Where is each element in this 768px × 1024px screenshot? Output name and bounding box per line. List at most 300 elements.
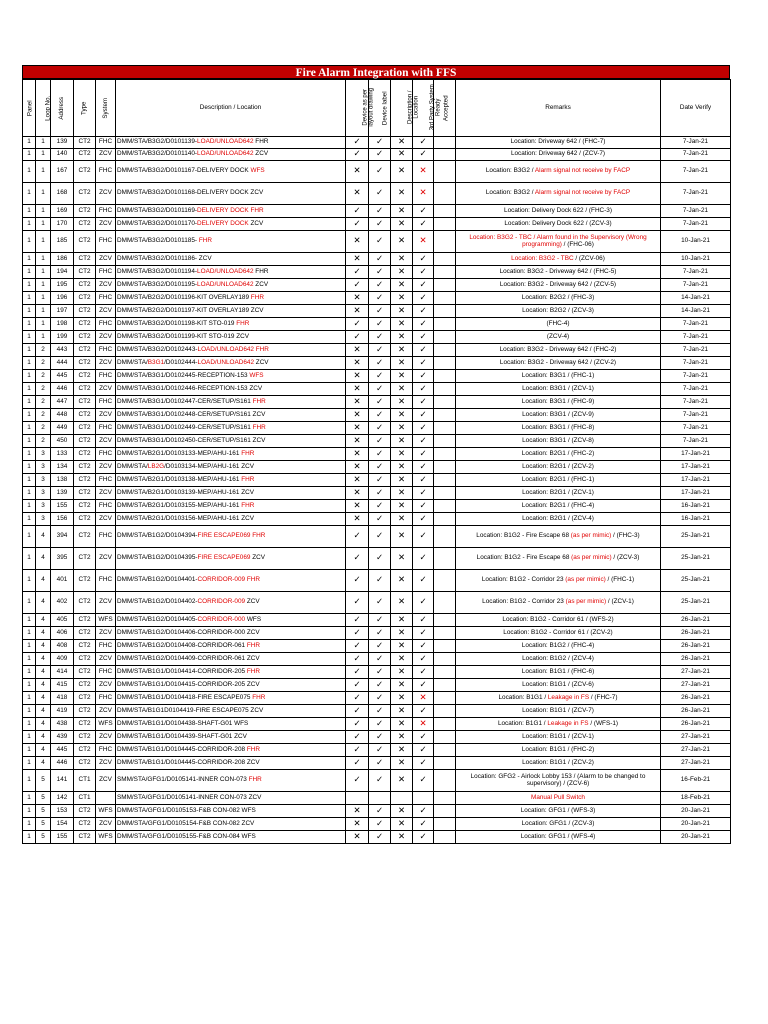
check-icon: ✓ (353, 718, 361, 729)
check-icon: ✓ (419, 422, 427, 433)
text-segment: Location: B1G1 / (FHC-2) (521, 745, 595, 753)
accepted-cell (434, 435, 456, 448)
third-party-mark (413, 383, 434, 396)
third-party-mark (413, 731, 434, 744)
description-cell (116, 770, 346, 792)
cross-icon: ✕ (397, 166, 406, 177)
check-icon: ✓ (353, 627, 361, 638)
third-party-mark (413, 666, 434, 679)
address-cell: 139 (51, 137, 74, 149)
red-cross-icon: ✕ (419, 188, 427, 199)
check-icon: ✓ (419, 640, 427, 651)
header-address: Address (51, 80, 74, 137)
device-label-mark (369, 548, 391, 570)
check-icon: ✓ (419, 292, 427, 303)
text-segment: LB2G (147, 462, 165, 470)
remarks-cell (456, 487, 661, 500)
system-cell: FHC (96, 205, 116, 218)
type-cell: CT2 (74, 331, 96, 344)
desc-location-mark (391, 396, 413, 409)
text-segment: DMM/STA/B2G2/D0101197-KIT OVERLAY189 ZCV (117, 306, 264, 314)
third-party-mark (413, 705, 434, 718)
check-icon: ✓ (353, 679, 361, 690)
check-icon: ✓ (419, 344, 427, 355)
description-cell (116, 318, 346, 331)
type-cell: CT2 (74, 500, 96, 513)
accepted-cell (434, 357, 456, 370)
date-cell: 7-Jan-21 (661, 435, 731, 448)
type-cell: CT2 (74, 396, 96, 409)
device-label-mark (369, 396, 391, 409)
check-icon: ✓ (375, 218, 384, 229)
desc-location-mark (391, 161, 413, 183)
text-segment: Alarm signal not receive by FACP (534, 167, 631, 175)
accepted-cell (434, 679, 456, 692)
desc-location-mark (391, 666, 413, 679)
cross-icon: ✕ (397, 692, 406, 703)
accepted-cell (434, 396, 456, 409)
device-layout-mark (346, 370, 369, 383)
loop-cell: 3 (36, 500, 51, 513)
check-icon: ✓ (353, 640, 361, 651)
check-icon: ✓ (419, 461, 427, 472)
third-party-mark (413, 149, 434, 161)
text-segment: FHR (250, 293, 264, 301)
header-device-layout: Device as per layout drawing (346, 80, 369, 137)
desc-location-mark (391, 370, 413, 383)
text-segment: ZCV (250, 554, 266, 562)
text-segment: DMM/STA/B1G1D0104419-FIRE ESCAPE075 ZCV (117, 706, 264, 714)
cross-icon: ✕ (353, 188, 361, 199)
cross-icon: ✕ (397, 575, 406, 586)
cross-icon: ✕ (397, 718, 406, 729)
loop-cell: 3 (36, 461, 51, 474)
check-icon: ✓ (419, 805, 427, 816)
description-cell (116, 422, 346, 435)
system-cell: ZCV (96, 253, 116, 266)
accepted-cell (434, 500, 456, 513)
panel-cell: 1 (23, 592, 36, 614)
address-cell: 142 (51, 792, 74, 805)
desc-location-mark (391, 137, 413, 149)
text-segment: LOAD/UNLOAD642 FHR (197, 345, 269, 353)
third-party-mark (413, 548, 434, 570)
cross-icon: ✕ (353, 487, 361, 498)
table-row (23, 705, 731, 718)
description-cell (116, 487, 346, 500)
check-icon: ✓ (375, 166, 384, 177)
address-cell: 401 (51, 570, 74, 592)
system-cell: ZCV (96, 731, 116, 744)
address-cell: 168 (51, 183, 74, 205)
panel-cell: 1 (23, 331, 36, 344)
third-party-mark (413, 253, 434, 266)
check-icon: ✓ (419, 370, 427, 381)
red-cross-icon: ✕ (419, 166, 427, 177)
desc-location-mark (391, 548, 413, 570)
accepted-cell (434, 718, 456, 731)
device-layout-mark (346, 231, 369, 253)
check-icon: ✓ (375, 487, 384, 498)
check-icon: ✓ (353, 614, 361, 625)
panel-cell: 1 (23, 526, 36, 548)
address-cell: 153 (51, 805, 74, 818)
address-cell: 446 (51, 757, 74, 770)
loop-cell: 5 (36, 805, 51, 818)
text-segment: DMM/STA/B3G2/D0101139- (117, 138, 198, 146)
check-icon: ✓ (375, 461, 384, 472)
device-label-mark (369, 231, 391, 253)
table-row (23, 161, 731, 183)
device-layout-mark (346, 205, 369, 218)
check-icon: ✓ (375, 149, 384, 160)
description-cell (116, 705, 346, 718)
panel-cell: 1 (23, 266, 36, 279)
panel-cell: 1 (23, 292, 36, 305)
date-cell: 25-Jan-21 (661, 592, 731, 614)
system-cell: WFS (96, 718, 116, 731)
check-icon: ✓ (419, 435, 427, 446)
system-cell: ZCV (96, 357, 116, 370)
description-cell (116, 640, 346, 653)
header-desc-location: Description / Location (391, 80, 413, 137)
panel-cell: 1 (23, 448, 36, 461)
device-label-mark (369, 305, 391, 318)
text-segment: Location: GFG1 / (ZCV-3) (521, 819, 595, 827)
address-cell: 155 (51, 831, 74, 844)
desc-location-mark (391, 266, 413, 279)
device-label-mark (369, 370, 391, 383)
accepted-cell (434, 292, 456, 305)
device-label-mark (369, 137, 391, 149)
cross-icon: ✕ (397, 357, 406, 368)
system-cell: ZCV (96, 218, 116, 231)
device-layout-mark (346, 692, 369, 705)
header-type: Type (74, 80, 96, 137)
check-icon: ✓ (419, 666, 427, 677)
text-segment: Location: B3G1 / (ZCV-9) (522, 410, 594, 418)
description-cell (116, 692, 346, 705)
accepted-cell (434, 692, 456, 705)
text-segment: Location: Delivery Dock 622 / (ZCV-3) (504, 219, 612, 227)
device-label-mark (369, 513, 391, 526)
text-segment: DMM/STA/B1G2/D0104408-CORRIDOR-061 (117, 641, 247, 649)
type-cell: CT2 (74, 422, 96, 435)
panel-cell: 1 (23, 383, 36, 396)
remarks-cell (456, 205, 661, 218)
device-layout-mark (346, 253, 369, 266)
accepted-cell (434, 383, 456, 396)
fire-alarm-sheet (22, 65, 730, 844)
panel-cell: 1 (23, 744, 36, 757)
check-icon: ✓ (375, 744, 384, 755)
text-segment: Alarm signal not receive by FACP (534, 189, 631, 197)
description-cell (116, 279, 346, 292)
table-row (23, 792, 731, 805)
accepted-cell (434, 183, 456, 205)
table-row (23, 409, 731, 422)
type-cell: CT2 (74, 831, 96, 844)
cross-icon: ✕ (353, 435, 361, 446)
third-party-mark (413, 331, 434, 344)
header-third-party: 3rd Party System Ready (413, 80, 434, 137)
device-label-mark (369, 500, 391, 513)
desc-location-mark (391, 205, 413, 218)
desc-location-mark (391, 218, 413, 231)
text-segment: Location: B3G1 / (FHC-8) (521, 423, 595, 431)
third-party-mark (413, 344, 434, 357)
text-segment: DMM/STA/B3G2/D0101194- (117, 267, 198, 275)
type-cell: CT2 (74, 513, 96, 526)
text-segment: DMM/STA/GFG1/D0105153-F&B CON-082 WFS (117, 806, 256, 814)
cross-icon: ✕ (397, 757, 406, 768)
panel-cell: 1 (23, 805, 36, 818)
third-party-mark (413, 266, 434, 279)
desc-location-mark (391, 149, 413, 161)
check-icon: ✓ (375, 553, 384, 564)
remarks-cell (456, 666, 661, 679)
panel-cell: 1 (23, 318, 36, 331)
cross-icon: ✕ (397, 627, 406, 638)
accepted-cell (434, 831, 456, 844)
accepted-cell (434, 744, 456, 757)
date-cell: 26-Jan-21 (661, 627, 731, 640)
cross-icon: ✕ (397, 531, 406, 542)
table-row (23, 318, 731, 331)
remarks-cell (456, 831, 661, 844)
device-layout-mark (346, 513, 369, 526)
table-row (23, 279, 731, 292)
text-segment: DMM/STA/B3G1/D0102448-CER/SETUP/S161 ZCV (117, 410, 266, 418)
loop-cell: 5 (36, 792, 51, 805)
text-segment: DMM/STA/B2G1/D0103155-MEP/AHU-161 (117, 501, 242, 509)
description-cell (116, 570, 346, 592)
text-segment: Location: B2G1 / (FHC-2) (521, 449, 595, 457)
check-icon: ✓ (375, 692, 384, 703)
check-icon: ✓ (353, 731, 361, 742)
accepted-cell (434, 705, 456, 718)
remarks-cell (456, 461, 661, 474)
loop-cell: 4 (36, 679, 51, 692)
system-cell: ZCV (96, 383, 116, 396)
header-system: System (96, 80, 116, 137)
date-cell: 26-Jan-21 (661, 653, 731, 666)
system-cell: FHC (96, 692, 116, 705)
type-cell: CT2 (74, 357, 96, 370)
type-cell: CT2 (74, 253, 96, 266)
system-cell: ZCV (96, 705, 116, 718)
check-icon: ✓ (375, 831, 384, 842)
panel-cell: 1 (23, 474, 36, 487)
cross-icon: ✕ (353, 396, 361, 407)
table-row (23, 679, 731, 692)
check-icon: ✓ (419, 513, 427, 524)
table-row (23, 640, 731, 653)
text-segment: DMM/STA/B1G2/D0104405- (117, 615, 198, 623)
date-cell: 27-Jan-21 (661, 757, 731, 770)
description-cell (116, 592, 346, 614)
date-cell: 26-Jan-21 (661, 705, 731, 718)
cross-icon: ✕ (397, 137, 406, 148)
date-cell: 7-Jan-21 (661, 344, 731, 357)
type-cell: CT2 (74, 487, 96, 500)
check-icon: ✓ (375, 500, 384, 511)
device-layout-mark (346, 526, 369, 548)
text-segment: Location: B1G1 / (ZCV-2) (522, 758, 594, 766)
panel-cell: 1 (23, 205, 36, 218)
type-cell: CT2 (74, 666, 96, 679)
header-device-label: Device label (369, 80, 391, 137)
remarks-cell (456, 792, 661, 805)
text-segment: Location: B1G2 - Corridor 23 (481, 576, 566, 584)
third-party-mark (413, 592, 434, 614)
description-cell (116, 396, 346, 409)
third-party-mark (413, 513, 434, 526)
device-layout-mark (346, 831, 369, 844)
description-cell (116, 731, 346, 744)
panel-cell: 1 (23, 461, 36, 474)
device-label-mark (369, 718, 391, 731)
third-party-mark (413, 744, 434, 757)
type-cell: CT2 (74, 205, 96, 218)
third-party-mark (413, 205, 434, 218)
desc-location-mark (391, 513, 413, 526)
panel-cell: 1 (23, 548, 36, 570)
cross-icon: ✕ (397, 205, 406, 216)
description-cell (116, 435, 346, 448)
system-cell: FHC (96, 344, 116, 357)
header-panel: Panel (23, 80, 36, 137)
date-cell: 7-Jan-21 (661, 218, 731, 231)
system-cell: FHC (96, 474, 116, 487)
remarks-cell (456, 526, 661, 548)
third-party-mark (413, 474, 434, 487)
description-cell (116, 461, 346, 474)
check-icon: ✓ (375, 396, 384, 407)
panel-cell: 1 (23, 653, 36, 666)
text-segment: Location: B2G1 / (FHC-4) (521, 501, 595, 509)
description-cell (116, 183, 346, 205)
accepted-cell (434, 218, 456, 231)
check-icon: ✓ (419, 775, 427, 786)
panel-cell: 1 (23, 231, 36, 253)
remarks-cell (456, 292, 661, 305)
check-icon: ✓ (419, 679, 427, 690)
address-cell: 448 (51, 409, 74, 422)
system-cell: FHC (96, 137, 116, 149)
device-label-mark (369, 592, 391, 614)
red-cross-icon: ✕ (419, 692, 427, 703)
device-label-mark (369, 218, 391, 231)
table-row (23, 231, 731, 253)
panel-cell: 1 (23, 370, 36, 383)
system-cell: ZCV (96, 409, 116, 422)
device-layout-mark (346, 744, 369, 757)
desc-location-mark (391, 305, 413, 318)
type-cell: CT2 (74, 805, 96, 818)
remarks-cell (456, 231, 661, 253)
check-icon: ✓ (419, 575, 427, 586)
third-party-mark (413, 279, 434, 292)
loop-cell: 2 (36, 422, 51, 435)
panel-cell: 1 (23, 666, 36, 679)
device-layout-mark (346, 266, 369, 279)
loop-cell: 4 (36, 731, 51, 744)
cross-icon: ✕ (353, 409, 361, 420)
check-icon: ✓ (419, 614, 427, 625)
cross-icon: ✕ (353, 357, 361, 368)
device-layout-mark (346, 183, 369, 205)
check-icon: ✓ (419, 357, 427, 368)
check-icon: ✓ (353, 531, 361, 542)
accepted-cell (434, 487, 456, 500)
system-cell: ZCV (96, 679, 116, 692)
device-layout-mark (346, 344, 369, 357)
cross-icon: ✕ (353, 370, 361, 381)
date-cell: 16-Jan-21 (661, 513, 731, 526)
device-label-mark (369, 383, 391, 396)
text-segment: Location: GFG1 / (WFS-3) (520, 806, 596, 814)
device-label-mark (369, 770, 391, 792)
desc-location-mark (391, 331, 413, 344)
loop-cell: 3 (36, 513, 51, 526)
panel-cell: 1 (23, 149, 36, 161)
check-icon: ✓ (375, 137, 384, 148)
table-row (23, 137, 731, 149)
text-segment: Location: B1G2 - Fire Escape 68 (476, 532, 571, 540)
panel-cell: 1 (23, 792, 36, 805)
text-segment: DMM/STA/B3G2/D0101195- (117, 280, 198, 288)
loop-cell: 1 (36, 292, 51, 305)
check-icon: ✓ (375, 435, 384, 446)
red-cross-icon: ✕ (419, 718, 427, 729)
description-cell (116, 370, 346, 383)
type-cell: CT2 (74, 318, 96, 331)
panel-cell: 1 (23, 218, 36, 231)
loop-cell: 3 (36, 448, 51, 461)
text-segment: DMM/STA/B2G1/D0103139-MEP/AHU-161 ZCV (117, 488, 254, 496)
check-icon: ✓ (419, 409, 427, 420)
description-cell (116, 614, 346, 627)
text-segment: DMM/STA/B1G2/D0104395- (117, 554, 198, 562)
device-layout-mark (346, 653, 369, 666)
accepted-cell (434, 422, 456, 435)
desc-location-mark (391, 231, 413, 253)
address-cell: 169 (51, 205, 74, 218)
loop-cell: 2 (36, 357, 51, 370)
text-segment: Location: B1G2 - Corridor 23 (482, 598, 566, 606)
system-cell: ZCV (96, 305, 116, 318)
third-party-mark (413, 792, 434, 805)
device-layout-mark (346, 640, 369, 653)
header-loop: Loop No. (36, 80, 51, 137)
text-segment: LOAD/UNLOAD642 (197, 138, 254, 146)
table-row (23, 396, 731, 409)
third-party-mark (413, 357, 434, 370)
type-cell: CT2 (74, 409, 96, 422)
device-layout-mark (346, 818, 369, 831)
third-party-mark (413, 370, 434, 383)
panel-cell: 1 (23, 500, 36, 513)
desc-location-mark (391, 757, 413, 770)
date-cell: 7-Jan-21 (661, 331, 731, 344)
panel-cell: 1 (23, 357, 36, 370)
type-cell: CT2 (74, 279, 96, 292)
accepted-cell (434, 653, 456, 666)
address-cell: 394 (51, 526, 74, 548)
desc-location-mark (391, 448, 413, 461)
table-row (23, 614, 731, 627)
